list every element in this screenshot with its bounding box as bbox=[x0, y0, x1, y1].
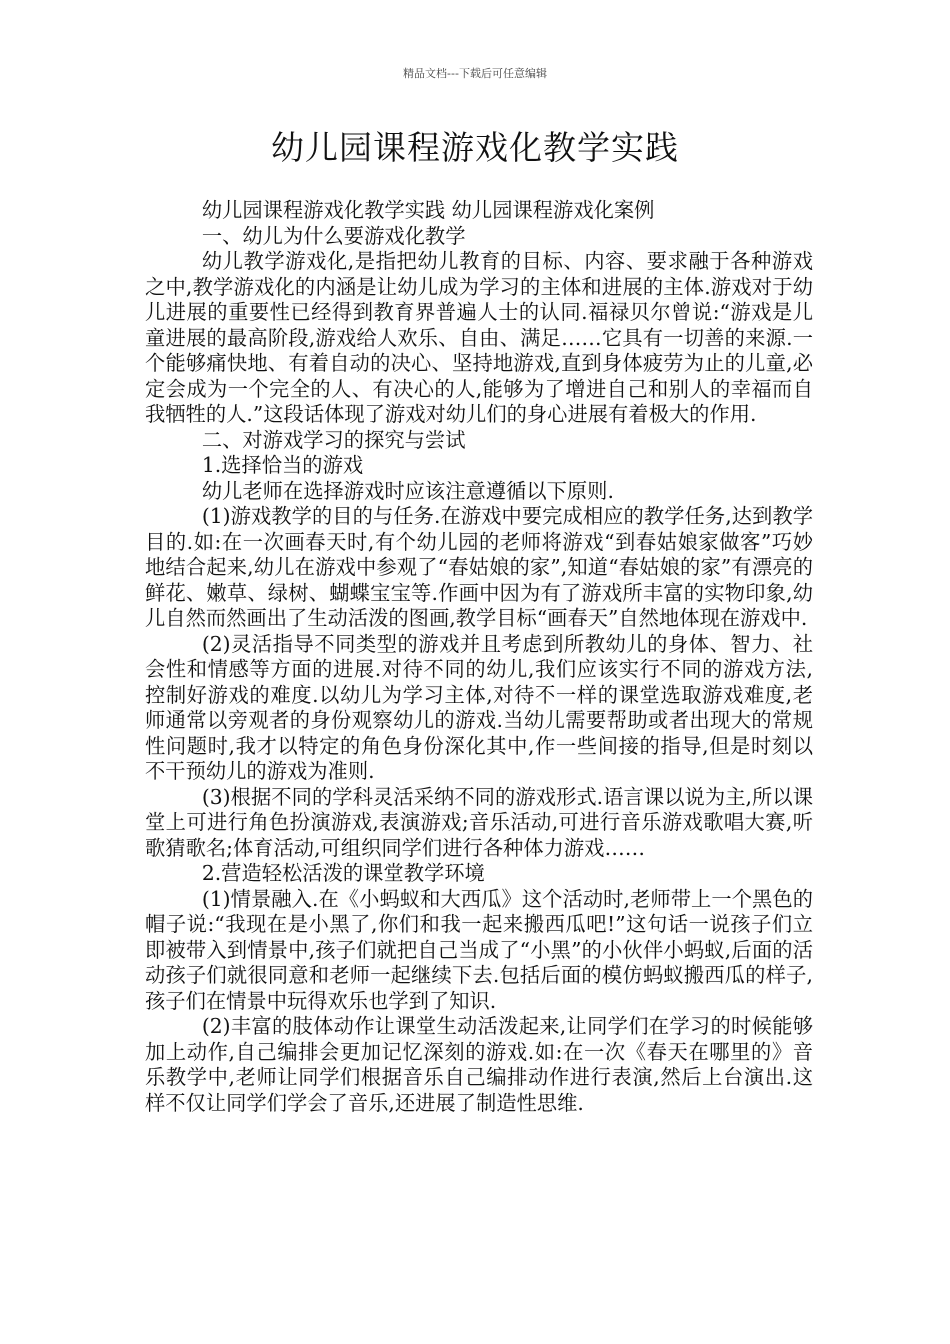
body-paragraph: (2)丰富的肢体动作让课堂生动活泼起来,让同学们在学习的时候能够加上动作,自己编排会更加记忆深刻的游戏.如:在一次《春天在哪里的》音乐教学中,老师让同学们根据音乐自己编排动作进行表演,然后上台演出.这样不仅让同学们学会了音乐,还进展了制造性思维. bbox=[145, 1014, 813, 1115]
body-paragraph: 幼儿老师在选择游戏时应该注意遵循以下原则. bbox=[201, 478, 614, 503]
subsection-heading-2: 2.营造轻松活泼的课堂教学环境 bbox=[201, 861, 485, 885]
document-body bbox=[145, 198, 813, 1116]
subsection-heading-1: 1.选择恰当的游戏 bbox=[201, 453, 364, 477]
body-paragraph: (1)情景融入.在《小蚂蚁和大西瓜》这个活动时,老师带上一个黑色的帽子说:“我现在是小黑了,你们和我一起来搬西瓜吧!”这句话一说孩子们立即被带入到情景中,孩子们就把自己当成了“小黑”的小伙伴小蚂蚁,后面的活动孩子们就很同意和老师一起继续下去.包括后面的模仿蚂蚁搬西瓜的样子,孩子们在情景中玩得欢乐也学到了知识. bbox=[145, 886, 813, 1013]
body-paragraph: (3)根据不同的学科灵活采纳不同的游戏形式.语言课以说为主,所以课堂上可进行角色扮演游戏,表演游戏;音乐活动,可进行音乐游戏歌唱大赛,听歌猜歌名;体育活动,可组织同学们进行各种体力游戏…… bbox=[145, 784, 813, 860]
document-title: 幼儿园课程游戏化教学实践 bbox=[271, 128, 679, 167]
body-paragraph: 幼儿教学游戏化,是指把幼儿教育的目标、内容、要求融于各种游戏之中,教学游戏化的内涵是让幼儿成为学习的主体和进展的主体.游戏对于幼儿进展的重要性已经得到教育界普遍人士的认同.福禄贝尔曾说:“游戏是儿童进展的最高阶段,游戏给人欢乐、自由、满足……它具有一切善的来源.一个能够痛快地、有着自动的决心、坚持地游戏,直到身体疲劳为止的儿童,必定会成为一个完全的人、有决心的人,能够为了增进自己和别人的幸福而自我牺牲的人.”这段话体现了游戏对幼儿们的身心进展有着极大的作用. bbox=[145, 249, 813, 426]
page-header-note: 精品文档---下载后可任意编辑 bbox=[403, 67, 547, 80]
section-heading-1: 一、幼儿为什么要游戏化教学 bbox=[201, 223, 466, 248]
body-paragraph: (1)游戏教学的目的与任务.在游戏中要完成相应的教学任务,达到教学目的.如:在一次画春天时,有个幼儿园的老师将游戏“到春姑娘家做客”巧妙地结合起来,幼儿在游戏中参观了“春姑娘的家”,知道“春姑娘的家”有漂亮的鲜花、嫩草、绿树、蝴蝶宝宝等.作画中因为有了游戏所丰富的实物印象,幼儿自然而然画出了生动活泼的图画,教学目标“画春天”自然地体现在游戏中. bbox=[145, 504, 813, 630]
subtitle-line: 幼儿园课程游戏化教学实践 幼儿园课程游戏化案例 bbox=[201, 198, 655, 222]
body-paragraph: (2)灵活指导不同类型的游戏并且考虑到所教幼儿的身体、智力、社会性和情感等方面的进展.对待不同的幼儿,我们应该实行不同的游戏方法,控制好游戏的难度.以幼儿为学习主体,对待不一样的课堂选取游戏难度,老师通常以旁观者的身份观察幼儿的游戏.当幼儿需要帮助或者出现大的常规性问题时,我才以特定的角色身份深化其中,作一些间接的指导,但是时刻以不干预幼儿的游戏为准则. bbox=[145, 631, 813, 783]
section-heading-2: 二、对游戏学习的探究与尝试 bbox=[201, 427, 466, 452]
